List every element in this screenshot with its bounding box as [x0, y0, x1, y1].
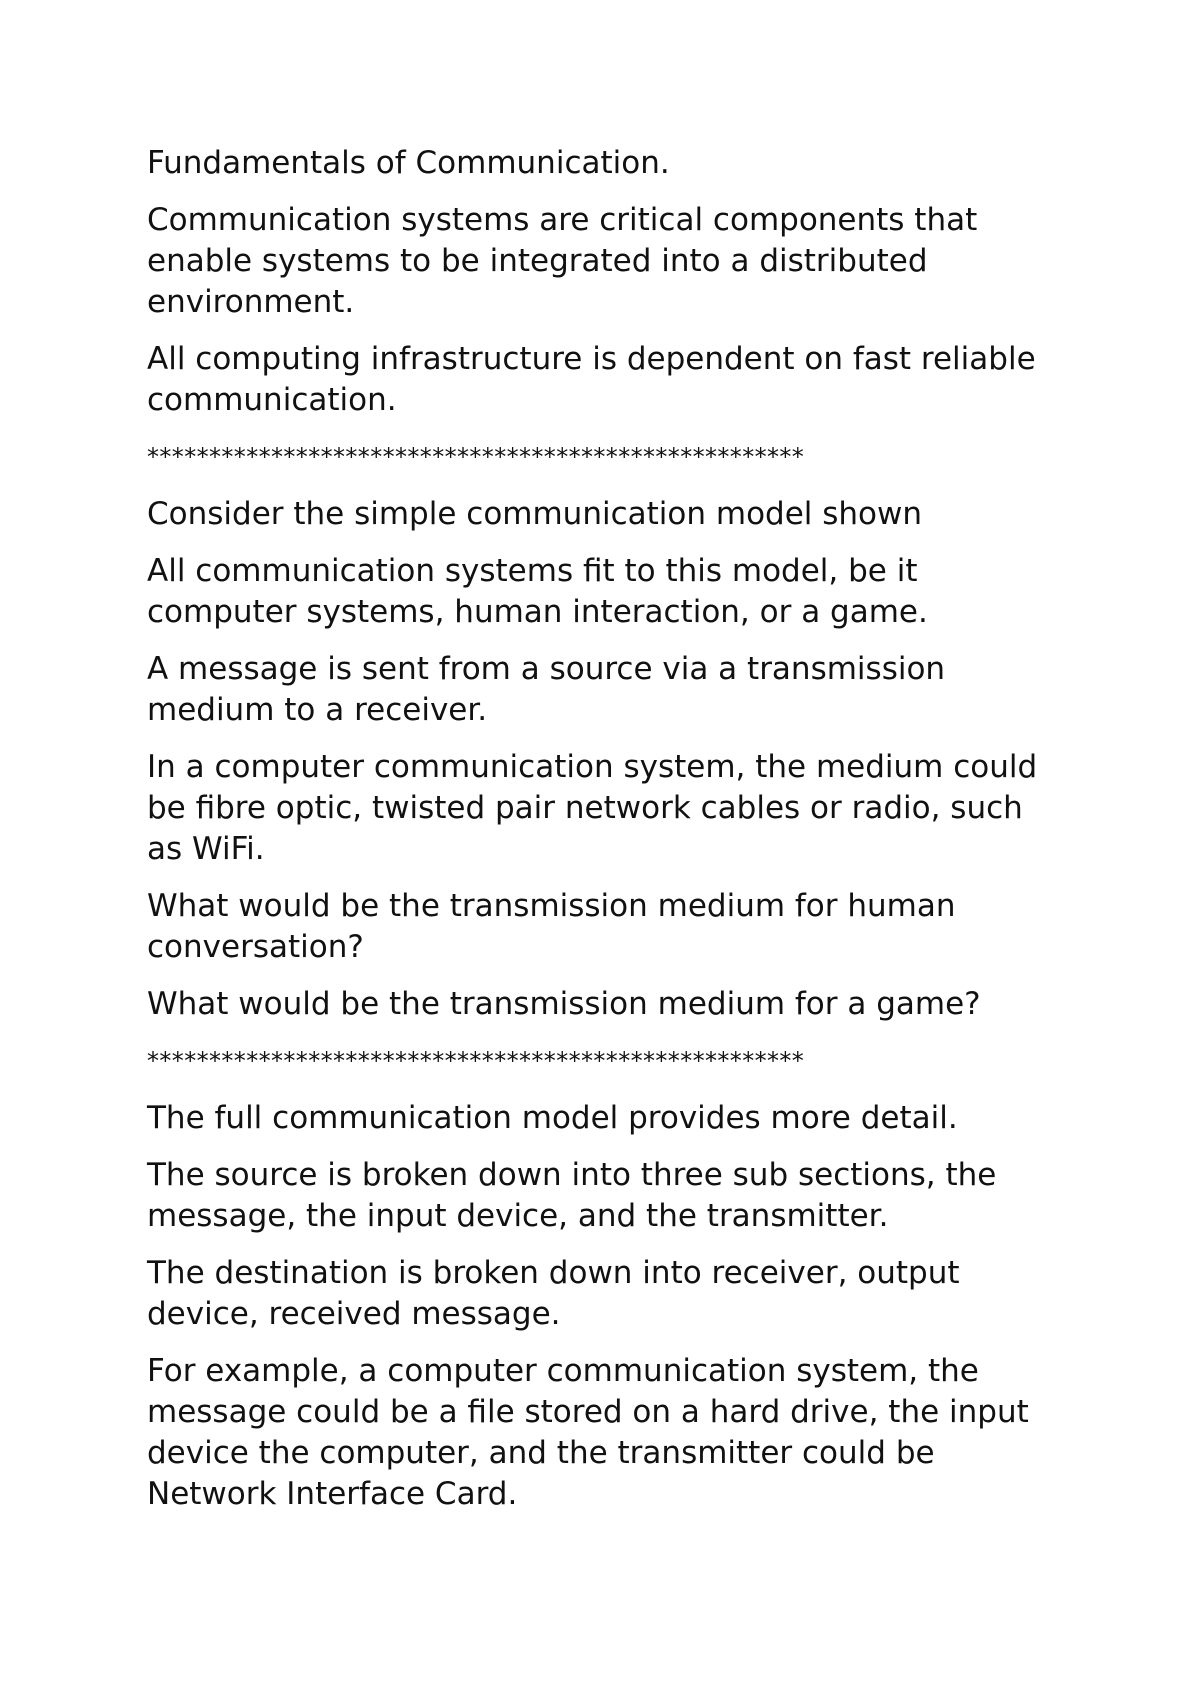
paragraph-source: The source is broken down into three sub sections, the message, the input device, and the transmitter.: [147, 1157, 997, 1234]
document-title: Fundamentals of Communication.: [147, 145, 670, 181]
paragraph-message-sent: A message is sent from a source via a transmission medium to a receiver.: [147, 651, 946, 728]
paragraph-question-human: What would be the transmission medium for human conversation?: [147, 888, 956, 965]
paragraph-intro: Communication systems are critical components that enable systems to be integrated into a distributed environment.: [147, 202, 978, 320]
paragraph-infrastructure: All computing infrastructure is dependent on fast reliable communication.: [147, 341, 1036, 418]
paragraph-all-systems: All communication systems fit to this model, be it computer systems, human interaction, or a game.: [147, 553, 928, 630]
paragraph-simple-model: Consider the simple communication model shown: [147, 496, 923, 532]
paragraph-medium-examples: In a computer communication system, the medium could be fibre optic, twisted pair network cables or radio, such as WiFi.: [147, 749, 1038, 867]
paragraph-full-model: The full communication model provides more detail.: [147, 1100, 958, 1136]
paragraph-example: For example, a computer communication system, the message could be a file stored on a hard drive, the input device the computer, and the transmitter could be Network Interface Card.: [147, 1353, 1029, 1512]
paragraph-destination: The destination is broken down into receiver, output device, received message.: [147, 1255, 960, 1332]
separator-line: *****************************************************: [147, 1047, 805, 1075]
document-body: [147, 143, 1067, 1531]
paragraph-question-game: What would be the transmission medium for a game?: [147, 986, 981, 1022]
separator-line: *****************************************************: [147, 443, 805, 471]
